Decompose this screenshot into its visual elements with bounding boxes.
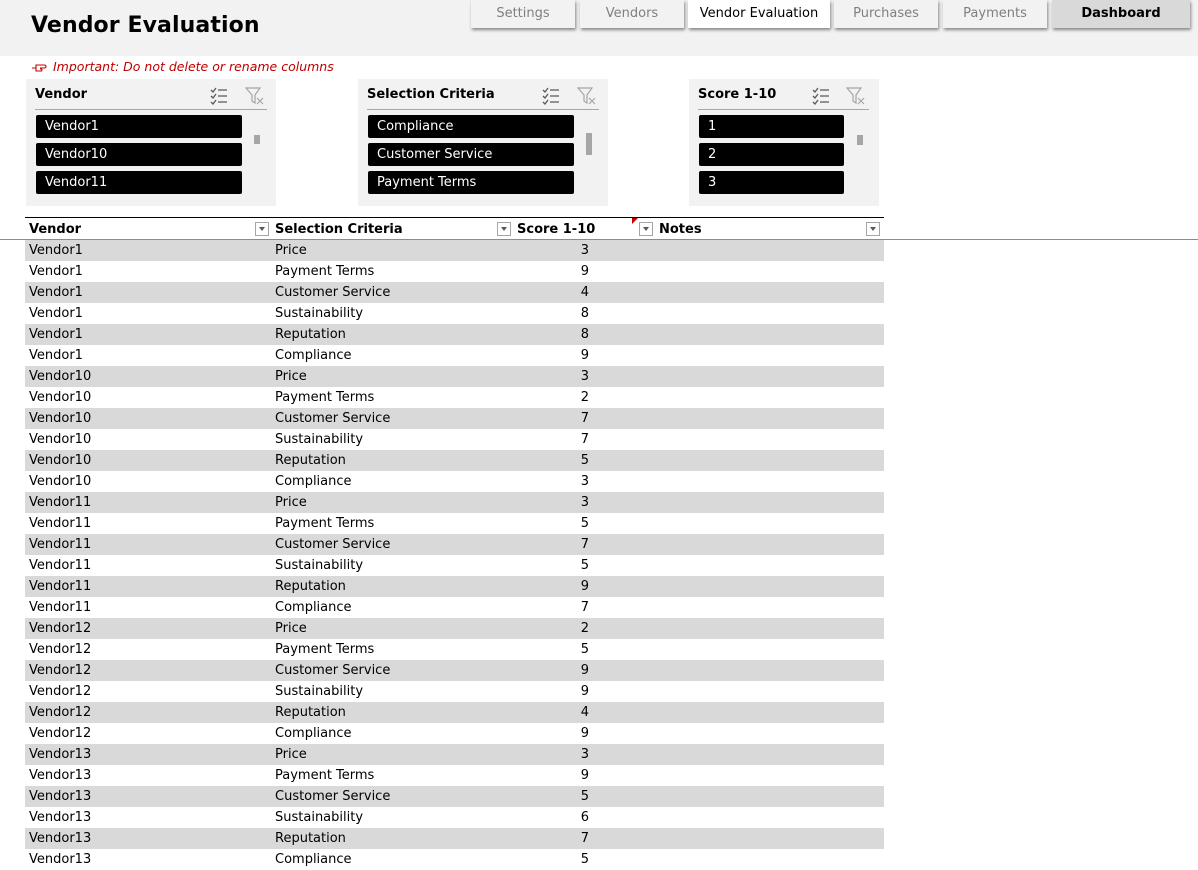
cell-selection-criteria[interactable]: Compliance — [275, 474, 352, 489]
table-row[interactable] — [25, 387, 884, 408]
pointing-hand-icon — [31, 61, 47, 73]
cell-selection-criteria[interactable]: Reputation — [275, 453, 346, 468]
slicer-item[interactable]: 2 — [699, 143, 844, 166]
column-header-vendor: Vendor — [29, 222, 82, 237]
cell-score[interactable]: 7 — [580, 600, 589, 615]
column-header-selection-criteria: Selection Criteria — [275, 222, 403, 237]
cell-score[interactable]: 9 — [580, 348, 589, 363]
slicer-item[interactable]: Payment Terms — [368, 171, 574, 194]
table-row[interactable] — [25, 618, 884, 639]
slicer-item[interactable]: Vendor1 — [36, 115, 242, 138]
cell-score[interactable]: 9 — [580, 264, 589, 279]
multi-select-icon[interactable] — [811, 86, 831, 106]
tab-payments[interactable]: Payments — [943, 0, 1047, 28]
cell-selection-criteria[interactable]: Payment Terms — [275, 768, 375, 783]
cell-vendor[interactable]: Vendor13 — [29, 831, 92, 846]
slicer-vendor — [26, 79, 276, 206]
cell-selection-criteria[interactable]: Payment Terms — [275, 642, 375, 657]
clear-filter-icon[interactable] — [577, 86, 597, 106]
cell-score[interactable]: 3 — [580, 474, 589, 489]
cell-score[interactable]: 2 — [580, 390, 589, 405]
slicer-score — [689, 79, 879, 206]
slicer-title: Vendor — [35, 87, 88, 102]
table-row[interactable] — [25, 513, 884, 534]
cell-selection-criteria[interactable]: Customer Service — [275, 789, 391, 804]
table-row[interactable] — [25, 408, 884, 429]
cell-selection-criteria[interactable]: Sustainability — [275, 558, 364, 573]
table-row[interactable] — [25, 366, 884, 387]
filter-dropdown-score[interactable] — [639, 222, 653, 236]
table-row[interactable] — [25, 786, 884, 807]
table-row[interactable] — [25, 534, 884, 555]
cell-vendor[interactable]: Vendor12 — [29, 684, 92, 699]
page-title: Vendor Evaluation — [31, 13, 260, 38]
notice — [31, 59, 334, 74]
cell-selection-criteria[interactable]: Price — [275, 243, 307, 258]
cell-selection-criteria[interactable]: Payment Terms — [275, 516, 375, 531]
slicer-item[interactable]: 3 — [699, 171, 844, 194]
cell-score[interactable]: 9 — [580, 684, 589, 699]
cell-score[interactable]: 5 — [580, 453, 589, 468]
cell-score[interactable]: 2 — [580, 621, 589, 636]
cell-vendor[interactable]: Vendor13 — [29, 747, 92, 762]
cell-selection-criteria[interactable]: Sustainability — [275, 810, 364, 825]
tab-settings[interactable]: Settings — [471, 0, 575, 28]
cell-vendor[interactable]: Vendor11 — [29, 579, 92, 594]
slicer-header — [367, 87, 599, 110]
table-top-border — [25, 217, 884, 218]
table-row[interactable] — [25, 555, 884, 576]
cell-score[interactable]: 6 — [580, 810, 589, 825]
cell-vendor[interactable]: Vendor10 — [29, 474, 92, 489]
cell-vendor[interactable]: Vendor1 — [29, 243, 83, 258]
cell-score[interactable]: 4 — [580, 705, 589, 720]
cell-selection-criteria[interactable]: Compliance — [275, 726, 352, 741]
cell-vendor[interactable]: Vendor12 — [29, 705, 92, 720]
slicer-header — [698, 87, 869, 110]
cell-score[interactable]: 9 — [580, 663, 589, 678]
cell-selection-criteria[interactable]: Customer Service — [275, 285, 391, 300]
filter-dropdown-vendor[interactable] — [255, 222, 269, 236]
cell-selection-criteria[interactable]: Price — [275, 747, 307, 762]
table-row[interactable] — [25, 576, 884, 597]
cell-selection-criteria[interactable]: Compliance — [275, 852, 352, 867]
cell-score[interactable]: 7 — [580, 432, 589, 447]
cell-selection-criteria[interactable]: Price — [275, 621, 307, 636]
cell-selection-criteria[interactable]: Customer Service — [275, 663, 391, 678]
slicer-item[interactable]: 1 — [699, 115, 844, 138]
cell-vendor[interactable]: Vendor1 — [29, 348, 83, 363]
cell-score[interactable]: 5 — [580, 558, 589, 573]
cell-selection-criteria[interactable]: Sustainability — [275, 306, 364, 321]
filter-dropdown-notes[interactable] — [866, 222, 880, 236]
cell-score[interactable]: 3 — [580, 369, 589, 384]
cell-selection-criteria[interactable]: Sustainability — [275, 432, 364, 447]
cell-vendor[interactable]: Vendor12 — [29, 621, 92, 636]
table-row[interactable] — [25, 240, 884, 261]
cell-vendor[interactable]: Vendor1 — [29, 285, 83, 300]
clear-filter-icon[interactable] — [245, 86, 265, 106]
cell-selection-criteria[interactable]: Reputation — [275, 705, 346, 720]
cell-selection-criteria[interactable]: Compliance — [275, 348, 352, 363]
slicer-scrollbar[interactable] — [254, 135, 260, 144]
cell-vendor[interactable]: Vendor13 — [29, 789, 92, 804]
table-row[interactable] — [25, 807, 884, 828]
table-row[interactable] — [25, 261, 884, 282]
cell-score[interactable]: 3 — [580, 747, 589, 762]
table-body — [25, 240, 884, 870]
cell-vendor[interactable]: Vendor11 — [29, 537, 92, 552]
table-row[interactable] — [25, 660, 884, 681]
cell-vendor[interactable]: Vendor10 — [29, 432, 92, 447]
cell-score[interactable]: 7 — [580, 537, 589, 552]
cell-selection-criteria[interactable]: Price — [275, 369, 307, 384]
table-row[interactable] — [25, 492, 884, 513]
table-row[interactable] — [25, 429, 884, 450]
cell-score[interactable]: 3 — [580, 495, 589, 510]
cell-vendor[interactable]: Vendor11 — [29, 516, 92, 531]
cell-vendor[interactable]: Vendor10 — [29, 411, 92, 426]
cell-selection-criteria[interactable]: Customer Service — [275, 537, 391, 552]
cell-vendor[interactable]: Vendor1 — [29, 264, 83, 279]
cell-vendor[interactable]: Vendor11 — [29, 600, 92, 615]
comment-indicator[interactable] — [632, 218, 638, 224]
table-row[interactable] — [25, 471, 884, 492]
column-header-score: Score 1-10 — [517, 222, 596, 237]
tab-vendors[interactable]: Vendors — [580, 0, 684, 28]
clear-filter-icon[interactable] — [846, 86, 866, 106]
cell-vendor[interactable]: Vendor1 — [29, 327, 83, 342]
cell-selection-criteria[interactable]: Reputation — [275, 579, 346, 594]
table-row[interactable] — [25, 849, 884, 870]
cell-score[interactable]: 8 — [580, 306, 589, 321]
cell-score[interactable]: 8 — [580, 327, 589, 342]
cell-score[interactable]: 5 — [580, 642, 589, 657]
cell-vendor[interactable]: Vendor10 — [29, 453, 92, 468]
cell-score[interactable]: 4 — [580, 285, 589, 300]
tab-purchases[interactable]: Purchases — [834, 0, 938, 28]
cell-score[interactable]: 5 — [580, 516, 589, 531]
cell-selection-criteria[interactable]: Reputation — [275, 327, 346, 342]
cell-score[interactable]: 3 — [580, 243, 589, 258]
cell-score[interactable]: 7 — [580, 831, 589, 846]
cell-vendor[interactable]: Vendor12 — [29, 726, 92, 741]
table-row[interactable] — [25, 639, 884, 660]
table-row[interactable] — [25, 702, 884, 723]
table-row[interactable] — [25, 597, 884, 618]
filter-dropdown-selection-criteria[interactable] — [497, 222, 511, 236]
cell-vendor[interactable]: Vendor10 — [29, 369, 92, 384]
cell-selection-criteria[interactable]: Payment Terms — [275, 390, 375, 405]
cell-vendor[interactable]: Vendor12 — [29, 663, 92, 678]
cell-selection-criteria[interactable]: Reputation — [275, 831, 346, 846]
slicer-item[interactable]: Vendor11 — [36, 171, 242, 194]
slicer-header — [35, 87, 267, 110]
cell-selection-criteria[interactable]: Customer Service — [275, 411, 391, 426]
cell-vendor[interactable]: Vendor11 — [29, 558, 92, 573]
table-row[interactable] — [25, 765, 884, 786]
column-header-notes: Notes — [659, 222, 702, 237]
cell-selection-criteria[interactable]: Compliance — [275, 600, 352, 615]
slicer-title: Selection Criteria — [367, 87, 495, 102]
cell-vendor[interactable]: Vendor1 — [29, 306, 83, 321]
cell-vendor[interactable]: Vendor13 — [29, 768, 92, 783]
slicer-selection-criteria — [358, 79, 608, 206]
cell-score[interactable]: 7 — [580, 411, 589, 426]
cell-score[interactable]: 9 — [580, 579, 589, 594]
table-row[interactable] — [25, 282, 884, 303]
slicer-item[interactable]: Customer Service — [368, 143, 574, 166]
cell-vendor[interactable]: Vendor13 — [29, 810, 92, 825]
tab-vendor-evaluation[interactable]: Vendor Evaluation — [688, 0, 830, 28]
table-row[interactable] — [25, 303, 884, 324]
table-row[interactable] — [25, 681, 884, 702]
tab-dashboard[interactable]: Dashboard — [1052, 0, 1190, 28]
cell-score[interactable]: 5 — [580, 789, 589, 804]
notice-text: Important: Do not delete or rename columns — [53, 59, 334, 74]
cell-selection-criteria[interactable]: Payment Terms — [275, 264, 375, 279]
cell-vendor[interactable]: Vendor13 — [29, 852, 92, 867]
multi-select-icon[interactable] — [209, 86, 229, 106]
cell-vendor[interactable]: Vendor12 — [29, 642, 92, 657]
table-row[interactable] — [25, 744, 884, 765]
cell-score[interactable]: 5 — [580, 852, 589, 867]
cell-selection-criteria[interactable]: Price — [275, 495, 307, 510]
slicer-scrollbar[interactable] — [857, 135, 863, 145]
table-row[interactable] — [25, 828, 884, 849]
cell-vendor[interactable]: Vendor11 — [29, 495, 92, 510]
cell-selection-criteria[interactable]: Sustainability — [275, 684, 364, 699]
table-row[interactable] — [25, 723, 884, 744]
slicer-scrollbar[interactable] — [586, 133, 592, 155]
cell-score[interactable]: 9 — [580, 768, 589, 783]
table-row[interactable] — [25, 450, 884, 471]
table-row[interactable] — [25, 324, 884, 345]
cell-score[interactable]: 9 — [580, 726, 589, 741]
multi-select-icon[interactable] — [541, 86, 561, 106]
slicer-item[interactable]: Compliance — [368, 115, 574, 138]
table-row[interactable] — [25, 345, 884, 366]
cell-vendor[interactable]: Vendor10 — [29, 390, 92, 405]
slicer-item[interactable]: Vendor10 — [36, 143, 242, 166]
slicer-title: Score 1-10 — [698, 87, 777, 102]
